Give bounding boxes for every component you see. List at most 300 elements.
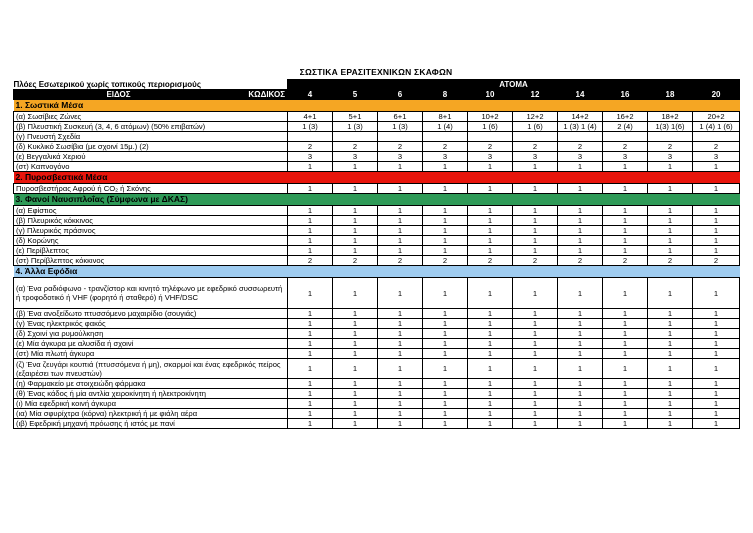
item-quantity: 1 [423,216,468,226]
item-quantity: 1 [558,339,603,349]
item-quantity: 1 [648,319,693,329]
equipment-table [13,79,740,429]
item-quantity: 1 [288,236,333,246]
item-quantity: 1 [288,162,333,172]
item-quantity: 1 [648,309,693,319]
item-quantity: 1 [333,329,378,339]
item-quantity: 1 [288,399,333,409]
item-quantity: 1 [333,206,378,216]
item-label: (ζ) Ένα ζευγάρι κουπιά (πτυσσόμενα ή μη), σκαρμοί και ένας εφεδρικός πείρος (εξαιρέσει των πνευστών) [14,359,288,379]
item-quantity: 1 [378,319,423,329]
section-title: 4. Άλλα Εφόδια [14,266,740,278]
item-quantity: 1 [693,329,740,339]
item-quantity: 1 [603,349,648,359]
item-quantity: 2 [648,142,693,152]
item-quantity: 1 [378,359,423,379]
item-quantity: 1 [423,184,468,194]
item-quantity: 1 [558,278,603,309]
item-quantity: 1 [333,399,378,409]
item-quantity: 2 [423,142,468,152]
item-quantity: 1 [693,419,740,429]
item-quantity: 1 [648,349,693,359]
item-quantity: 1 [423,246,468,256]
item-quantity: 1 [288,419,333,429]
item-quantity: 1 [693,226,740,236]
item-quantity [648,132,693,142]
item-quantity: 1 [603,409,648,419]
item-quantity: 1 [423,359,468,379]
item-quantity: 1 [513,399,558,409]
column-header-atoma: 10 [468,90,513,100]
item-quantity: 1(3) 1(6) [648,122,693,132]
item-quantity: 18+2 [648,112,693,122]
table-row [14,226,740,236]
item-quantity: 1 [558,379,603,389]
item-quantity: 1 [288,329,333,339]
item-label: (στ) Καπνογόνο [14,162,288,172]
item-quantity: 1 [603,278,648,309]
item-quantity: 1 [648,206,693,216]
item-quantity: 1 [513,278,558,309]
item-quantity: 1 [288,319,333,329]
item-quantity: 1 [378,309,423,319]
table-row [14,409,740,419]
item-label: (ιβ) Εφεδρική μηχανή πρόωσης ή ιστός με πανί [14,419,288,429]
item-quantity: 1 [378,339,423,349]
item-quantity [468,132,513,142]
item-label: (ε) Μία άγκυρα με αλυσίδα ή σχοινί [14,339,288,349]
item-quantity: 1 [603,329,648,339]
item-quantity: 1 [333,359,378,379]
item-quantity: 1 [423,236,468,246]
item-quantity: 3 [693,152,740,162]
item-quantity: 2 [693,142,740,152]
column-header-atoma: 5 [333,90,378,100]
item-quantity: 1 [378,206,423,216]
header-row-atoma [14,80,740,90]
item-quantity: 1 [288,349,333,359]
item-quantity: 1 [468,184,513,194]
item-quantity: 1 [423,162,468,172]
item-quantity: 1 [288,309,333,319]
item-quantity: 2 [513,256,558,266]
item-quantity: 1 [558,226,603,236]
item-quantity: 1 [468,226,513,236]
item-quantity: 1 [423,399,468,409]
table-row [14,162,740,172]
item-quantity: 1 [288,216,333,226]
item-quantity: 1 [333,349,378,359]
item-quantity: 1 [378,246,423,256]
table-row [14,379,740,389]
item-quantity: 1 [513,329,558,339]
column-header-atoma: 16 [603,90,648,100]
item-quantity: 1 (3) 1 (4) [558,122,603,132]
item-quantity: 1 [423,349,468,359]
item-quantity [513,132,558,142]
column-header-atoma: 6 [378,90,423,100]
item-label: (θ) Ένας κάδος ή μία αντλία χειροκίνητη ή ηλεκτροκίνητη [14,389,288,399]
item-quantity: 1 [468,319,513,329]
item-quantity [693,132,740,142]
item-quantity: 1 [468,309,513,319]
header-row-columns [14,90,740,100]
item-quantity: 1 [423,389,468,399]
item-quantity: 3 [333,152,378,162]
item-quantity: 1 [693,236,740,246]
item-quantity: 2 [603,142,648,152]
item-quantity [423,132,468,142]
item-quantity: 2 [423,256,468,266]
item-quantity: 1 [558,206,603,216]
item-quantity: 1 [603,246,648,256]
item-quantity: 1 [558,349,603,359]
item-quantity: 1 [603,319,648,329]
item-quantity: 1 [603,184,648,194]
column-header-atoma: 14 [558,90,603,100]
table-row [14,399,740,409]
item-quantity: 1 [693,359,740,379]
item-quantity: 1 [648,389,693,399]
item-label: (στ) Περίβλεπτος κόκκινος [14,256,288,266]
table-row [14,112,740,122]
item-quantity: 1 [513,419,558,429]
item-quantity: 1 [378,329,423,339]
item-quantity: 1 [693,339,740,349]
item-quantity: 1 [513,409,558,419]
item-quantity: 6+1 [378,112,423,122]
item-quantity: 1 [648,162,693,172]
item-quantity: 1 [558,162,603,172]
item-quantity: 1 [468,409,513,419]
item-quantity: 1 [333,419,378,429]
item-quantity: 1 [513,236,558,246]
item-quantity: 1 [468,162,513,172]
item-quantity: 1 [648,236,693,246]
item-quantity: 1 [513,226,558,236]
table-row [14,184,740,194]
item-quantity: 1 [648,184,693,194]
item-quantity: 1 [333,319,378,329]
item-quantity: 2 [558,256,603,266]
item-quantity: 1 [468,379,513,389]
item-quantity: 1 [288,226,333,236]
item-quantity: 1 (3) [288,122,333,132]
item-quantity: 1 [603,359,648,379]
item-quantity: 1 [558,309,603,319]
table-row [14,206,740,216]
item-quantity: 1 [693,278,740,309]
table-row [14,236,740,246]
item-quantity: 1 [603,379,648,389]
item-label: (ε) Περίβλεπτος [14,246,288,256]
item-label: (ια) Μία σφυρίχτρα (κόρνα) ηλεκτρική ή με φιάλη αέρα [14,409,288,419]
item-quantity: 1 [468,419,513,429]
item-quantity: 1 [648,226,693,236]
item-quantity: 1 [423,379,468,389]
item-quantity: 1 [333,309,378,319]
item-quantity: 1 [513,206,558,216]
item-quantity: 1 [468,339,513,349]
item-label: (β) Πλευρικός κόκκινος [14,216,288,226]
subtitle: Πλόες Εσωτερικού χωρίς τοπικούς περιορισμούς [13,79,201,89]
item-quantity [333,132,378,142]
item-label: (α) Ένα ραδιόφωνο - τρανζίστορ και κινητό τηλέφωνο με εφεδρικό συσσωρευτή ή τροφοδοτικό ή VHF (φορητό ή σταθερό) ή VHF/DSC [14,278,288,309]
item-label: (η) Φαρμακείο με στοιχειώδη φάρμακα [14,379,288,389]
item-quantity: 1 [603,162,648,172]
item-quantity: 1 [648,329,693,339]
item-quantity: 1 [333,184,378,194]
item-quantity: 3 [423,152,468,162]
item-quantity [288,132,333,142]
item-quantity: 3 [648,152,693,162]
item-quantity: 8+1 [423,112,468,122]
table-row [14,142,740,152]
item-label: (β) Ένα ανοξείδωτο πτυσσόμενο μαχαιρίδιο (σουγιάς) [14,309,288,319]
item-quantity: 1 [558,359,603,379]
item-quantity: 1 [558,184,603,194]
item-quantity: 1 [468,216,513,226]
item-quantity: 1 [423,329,468,339]
item-quantity: 1 (4) [423,122,468,132]
item-quantity: 2 [288,256,333,266]
item-quantity: 2 [378,142,423,152]
item-quantity: 2 [693,256,740,266]
table-row [14,329,740,339]
item-quantity: 1 [333,246,378,256]
item-quantity: 1 [468,236,513,246]
item-quantity: 1 [693,216,740,226]
item-quantity: 1 [603,399,648,409]
item-quantity: 1 [378,379,423,389]
item-quantity: 1 [288,339,333,349]
item-quantity: 2 [603,256,648,266]
item-label: (ι) Μία εφεδρική κοινή άγκυρα [14,399,288,409]
item-label: (δ) Κυκλικό Σωσίβια (με σχοινί 15μ.) (2) [14,142,288,152]
item-quantity: 1 [288,206,333,216]
item-quantity: 20+2 [693,112,740,122]
item-quantity: 1 [558,329,603,339]
column-header-atoma: 4 [288,90,333,100]
item-quantity: 1 [288,184,333,194]
item-quantity: 1 [648,278,693,309]
section-title: 1. Σωστικά Μέσα [14,100,740,112]
item-quantity: 1 [693,399,740,409]
table-row [14,256,740,266]
item-quantity: 1 [513,339,558,349]
item-quantity: 1 [648,419,693,429]
item-quantity: 1 [513,349,558,359]
section-header [14,100,740,112]
column-header-atoma: 12 [513,90,558,100]
item-quantity: 3 [513,152,558,162]
item-quantity: 1 [693,379,740,389]
item-quantity: 1 [378,409,423,419]
item-quantity: 1 (6) [513,122,558,132]
item-quantity: 1 [513,246,558,256]
item-quantity: 1 [333,339,378,349]
item-quantity: 2 [288,142,333,152]
item-quantity: 2 [468,142,513,152]
eidos-header: ΕΙΔΟΣ [14,90,224,100]
item-quantity: 2 [378,256,423,266]
atoma-header: ΑΤΟΜΑ [288,80,740,90]
item-quantity: 1 [288,409,333,419]
item-quantity: 14+2 [558,112,603,122]
item-quantity: 2 [558,142,603,152]
item-quantity [603,132,648,142]
item-quantity: 1 [648,216,693,226]
item-quantity: 1 [378,399,423,409]
item-quantity: 1 [558,419,603,429]
item-quantity: 1 [693,389,740,399]
item-quantity: 1 [648,409,693,419]
item-quantity: 1 [513,216,558,226]
item-quantity: 1 [423,339,468,349]
item-quantity: 1 [648,339,693,349]
table-row [14,339,740,349]
item-quantity: 1 [468,278,513,309]
item-quantity: 1 [468,349,513,359]
item-quantity: 1 [288,389,333,399]
item-label: (δ) Σχοινί για ρυμούλκηση [14,329,288,339]
item-label: (δ) Κορώνης [14,236,288,246]
page-title: ΣΩΣΤΙΚΑ ΕΡΑΣΙΤΕΧΝΙΚΩΝ ΣΚΑΦΩΝ [299,67,453,77]
section-title: 2. Πυροσβεστικά Μέσα [14,172,740,184]
item-label: (ε) Βεγγαλικά Χεριού [14,152,288,162]
item-quantity: 1 [423,419,468,429]
item-quantity: 1 [288,246,333,256]
item-quantity: 3 [603,152,648,162]
column-header-atoma: 18 [648,90,693,100]
table-row [14,309,740,319]
item-quantity: 2 [468,256,513,266]
item-quantity: 1 [693,309,740,319]
item-quantity: 1 [468,246,513,256]
item-quantity: 1 [558,246,603,256]
item-label: (α) Εφίστιος [14,206,288,216]
item-quantity: 1 [288,278,333,309]
item-quantity: 3 [378,152,423,162]
table-row [14,319,740,329]
item-quantity: 1 [603,206,648,216]
item-quantity: 1 (6) [468,122,513,132]
item-quantity: 1 [378,278,423,309]
item-quantity: 1 [558,216,603,226]
item-quantity: 1 [603,389,648,399]
item-quantity: 1 [333,389,378,399]
table-row [14,152,740,162]
section-header [14,194,740,206]
table-row [14,419,740,429]
item-quantity: 1 [648,246,693,256]
item-quantity: 1 [333,379,378,389]
item-quantity: 2 (4) [603,122,648,132]
item-quantity: 16+2 [603,112,648,122]
item-quantity: 1 [648,399,693,409]
item-quantity: 1 [558,389,603,399]
item-quantity: 4+1 [288,112,333,122]
table-row [14,132,740,142]
item-quantity: 10+2 [468,112,513,122]
item-quantity: 1 [468,389,513,399]
item-quantity: 1 [468,329,513,339]
item-quantity: 1 [693,184,740,194]
item-quantity: 1 [513,309,558,319]
item-quantity: 5+1 [333,112,378,122]
item-quantity: 1 [558,409,603,419]
item-quantity: 1 [513,359,558,379]
item-quantity: 3 [558,152,603,162]
item-quantity: 1 [648,379,693,389]
item-quantity: 1 [558,319,603,329]
item-quantity: 1 [378,419,423,429]
item-quantity: 1 [693,409,740,419]
item-quantity: 1 [603,309,648,319]
item-quantity: 1 [558,236,603,246]
item-quantity: 1 [423,278,468,309]
item-quantity: 1 [333,216,378,226]
item-quantity: 1 [513,379,558,389]
item-quantity: 1 [378,349,423,359]
item-quantity: 1 [693,246,740,256]
item-quantity: 12+2 [513,112,558,122]
item-quantity: 1 [693,162,740,172]
item-quantity: 2 [513,142,558,152]
item-quantity: 1 [693,349,740,359]
item-quantity: 1 (3) [378,122,423,132]
item-quantity: 1 [378,162,423,172]
table-row [14,349,740,359]
section-title: 3. Φανοί Ναυσιπλοΐας (Σύμφωνα με ΔΚΑΣ) [14,194,740,206]
item-quantity: 1 [603,216,648,226]
table-row [14,359,740,379]
section-header [14,172,740,184]
section-header [14,266,740,278]
item-quantity: 1 [648,359,693,379]
item-label: (γ) Πνευστή Σχεδία [14,132,288,142]
kodikos-header: ΚΩΔΙΚΟΣ [224,90,288,100]
item-quantity: 1 [333,409,378,419]
item-quantity: 1 [378,226,423,236]
item-quantity [378,132,423,142]
item-quantity: 1 [333,236,378,246]
item-quantity: 1 [603,339,648,349]
item-quantity: 1 [378,389,423,399]
item-quantity: 1 [603,419,648,429]
item-quantity: 1 [378,184,423,194]
item-quantity: 1 [513,162,558,172]
item-quantity: 1 [288,359,333,379]
item-label: (α) Σωσίβιες Ζώνες [14,112,288,122]
item-quantity: 3 [468,152,513,162]
item-label: (στ) Μία πλωτή άγκυρα [14,349,288,359]
table-row [14,389,740,399]
item-quantity: 2 [333,142,378,152]
item-quantity: 1 [468,359,513,379]
item-quantity: 1 (3) [333,122,378,132]
item-quantity: 1 [333,226,378,236]
item-quantity: 1 [513,319,558,329]
item-quantity: 1 [468,206,513,216]
item-quantity: 1 [423,226,468,236]
item-quantity: 1 [513,389,558,399]
table-row [14,246,740,256]
item-quantity: 2 [333,256,378,266]
item-quantity: 1 [423,319,468,329]
item-quantity: 1 [333,162,378,172]
item-quantity: 1 [333,278,378,309]
